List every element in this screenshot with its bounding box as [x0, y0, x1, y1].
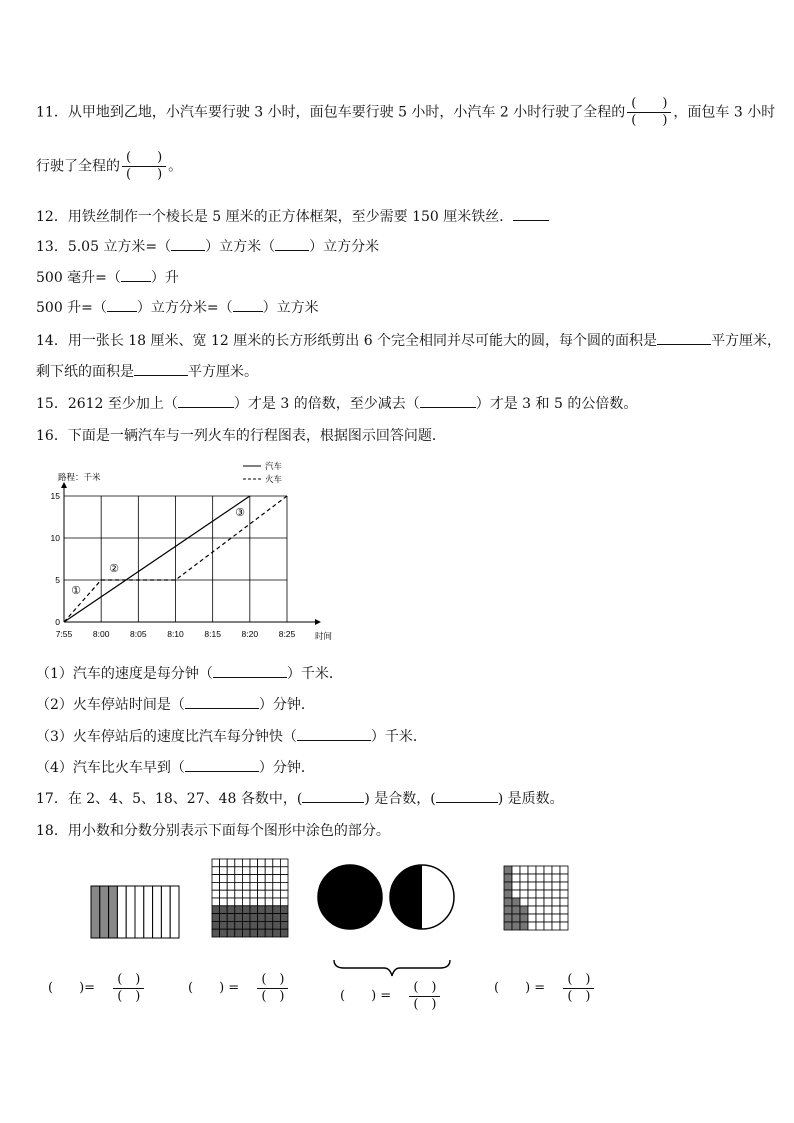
grid-cell — [528, 882, 536, 890]
grid-cell — [212, 914, 220, 922]
q12-answer-blank[interactable] — [513, 220, 549, 221]
grid-cell — [258, 906, 266, 914]
grid-cell — [220, 906, 228, 914]
grid-cell — [265, 882, 273, 890]
q16-sub-4: （4）汽车比火车早到（ ）分钟． — [36, 760, 315, 776]
grid-cell — [512, 882, 520, 890]
grid-cell — [560, 922, 568, 930]
grid-cell — [273, 882, 281, 890]
strip — [109, 886, 118, 938]
q14-line2: 剩下纸的面积是 平方厘米。 — [36, 364, 258, 380]
x-tick-label: 8:00 — [92, 629, 110, 639]
grid-cell — [520, 882, 528, 890]
grid-cell — [280, 914, 288, 922]
q13-blank-5[interactable] — [233, 311, 263, 312]
grid-cell — [552, 914, 560, 922]
grid-cell — [544, 922, 552, 930]
grid-cell — [273, 914, 281, 922]
q17-blank-2[interactable] — [436, 802, 498, 803]
grid-cell — [512, 914, 520, 922]
x-tick-label: 8:20 — [241, 629, 259, 639]
grid-cell — [212, 890, 220, 898]
q16-blank-2[interactable] — [185, 708, 259, 709]
grid-cell — [280, 867, 288, 875]
grid-cell — [544, 882, 552, 890]
grid-cell — [250, 914, 258, 922]
grid-cell — [250, 921, 258, 929]
grid-cell — [265, 921, 273, 929]
q14-line1: 14．用一张长 18 厘米、宽 12 厘米的长方形纸剪出 6 个完全相同并尽可能大的圆，每个圆的面积是 平方厘米， — [36, 333, 782, 349]
grid-cell — [552, 890, 560, 898]
grid-cell — [258, 882, 266, 890]
grid-cell — [227, 929, 235, 937]
q18-answer-2: ( ) = $\frac{( )}{( )}$ — [188, 972, 290, 1005]
grid-cell — [520, 874, 528, 882]
grid-cell — [212, 875, 220, 883]
grid-cell — [212, 859, 220, 867]
grid-cell — [504, 898, 512, 906]
grid-cell — [250, 882, 258, 890]
grid-cell — [220, 929, 228, 937]
grid-cell — [242, 898, 250, 906]
grid-cell — [227, 859, 235, 867]
x-tick-label: 8:05 — [130, 629, 147, 639]
grid-cell — [242, 914, 250, 922]
chart-axes — [61, 482, 321, 625]
y-tick-label: 15 — [50, 491, 60, 501]
grid-cell — [235, 906, 243, 914]
grid-cell — [265, 929, 273, 937]
grid-cell — [220, 914, 228, 922]
q11-line2: 行驶了全程的 $\frac{( )}{( )}$ 。 — [36, 150, 183, 182]
q18-answer-4: ( ) = $\frac{( )}{( )}$ — [494, 972, 596, 1005]
grid-cell — [265, 867, 273, 875]
figure-grid-100 — [212, 859, 288, 937]
annotation-label: ② — [109, 563, 119, 575]
q17-blank-1[interactable] — [302, 802, 364, 803]
grid-cell — [235, 859, 243, 867]
grid-cell — [512, 906, 520, 914]
q11-fraction-1: $\frac{( )}{( )}$ — [627, 96, 671, 129]
grid-cell — [520, 922, 528, 930]
grid-cell — [235, 914, 243, 922]
grid-cell — [273, 898, 281, 906]
strip — [144, 886, 153, 938]
grid-cell — [552, 882, 560, 890]
grid-cell — [280, 929, 288, 937]
grid-cell — [528, 890, 536, 898]
grid-cell — [520, 906, 528, 914]
grid-cell — [504, 914, 512, 922]
grid-cell — [250, 875, 258, 883]
legend-label: 火车 — [265, 474, 283, 484]
q16-intro: 16．下面是一辆汽车与一列火车的行程图表，根据图示回答问题． — [36, 428, 446, 444]
grid-cell — [280, 921, 288, 929]
x-tick-label: 8:10 — [167, 629, 184, 639]
grid-cell — [265, 875, 273, 883]
grid-cell — [273, 921, 281, 929]
grid-cell — [212, 882, 220, 890]
q13-line2: 500 毫升=（ ）升 — [36, 270, 179, 286]
grid-cell — [212, 867, 220, 875]
q16-blank-3[interactable] — [297, 740, 371, 741]
grid-cell — [235, 890, 243, 898]
q11-text: 11．从甲地到乙地，小汽车要行驶 3 小时，面包车要行驶 5 小时，小汽车 2 小时行驶了全程的 — [36, 104, 626, 121]
q15-line: 15．2612 至少加上（ ）才是 3 的倍数，至少减去（ ）才是 3 和 5 的公倍数。 — [36, 396, 638, 412]
grid-cell — [265, 906, 273, 914]
q16-chart — [44, 456, 344, 646]
q12-line: 12．用铁丝制作一个棱长是 5 厘米的正方体框架，至少需要 150 厘米铁丝． — [36, 207, 549, 227]
grid-cell — [280, 890, 288, 898]
grid-cell — [242, 859, 250, 867]
grid-cell — [235, 921, 243, 929]
grid-cell — [536, 898, 544, 906]
grid-cell — [227, 921, 235, 929]
strip — [153, 886, 162, 938]
y-tick-label: 5 — [55, 575, 60, 585]
grid-cell — [258, 929, 266, 937]
figure-grid-64 — [504, 866, 568, 930]
grid-cell — [258, 875, 266, 883]
grid-cell — [250, 890, 258, 898]
grid-cell — [552, 898, 560, 906]
grid-cell — [250, 867, 258, 875]
grid-cell — [265, 859, 273, 867]
q17-line: 17．在 2、4、5、18、27、48 各数中，( ) 是合数，( ) 是质数。 — [36, 791, 564, 807]
strip — [135, 886, 144, 938]
grid-cell — [504, 906, 512, 914]
grid-cell — [273, 890, 281, 898]
grid-cell — [250, 898, 258, 906]
grid-cell — [227, 867, 235, 875]
strip — [100, 886, 109, 938]
grid-cell — [258, 898, 266, 906]
annotation-label: ① — [71, 585, 81, 597]
grid-cell — [212, 929, 220, 937]
grid-cell — [258, 921, 266, 929]
strip — [170, 886, 179, 938]
grid-cell — [536, 866, 544, 874]
q14-blank-2[interactable] — [134, 375, 188, 376]
x-axis-label: 时间 — [315, 631, 333, 641]
grid-cell — [220, 875, 228, 883]
grid-cell — [552, 866, 560, 874]
chart-text — [51, 461, 332, 641]
chart-grid — [64, 496, 287, 622]
grid-cell — [560, 914, 568, 922]
grid-cell — [280, 882, 288, 890]
q13-blank-2[interactable] — [275, 250, 309, 251]
grid-cell — [504, 874, 512, 882]
grid-cell — [220, 867, 228, 875]
y-axis-arrow-icon — [61, 482, 67, 488]
q18-figures — [0, 856, 794, 946]
grid-cell — [212, 898, 220, 906]
grid-cell — [560, 866, 568, 874]
grid-cell — [528, 922, 536, 930]
grid-cell — [227, 914, 235, 922]
grid-cell — [235, 898, 243, 906]
q16-sub-3: （3）火车停站后的速度比汽车每分钟快（ ）千米． — [36, 729, 427, 745]
q11-line1: 11．从甲地到乙地，小汽车要行驶 3 小时，面包车要行驶 5 小时，小汽车 2 小时行驶了全程的 $\frac{( )}{( )}$ ，面包车 3 小时 — [36, 96, 776, 128]
grid-cell — [512, 922, 520, 930]
grid-cell — [520, 890, 528, 898]
grid-cell — [560, 882, 568, 890]
grid-cell — [242, 875, 250, 883]
grid-cell — [280, 859, 288, 867]
grid-cell — [560, 898, 568, 906]
grid-cell — [273, 929, 281, 937]
grid-cell — [528, 866, 536, 874]
full-circle — [318, 865, 382, 929]
q16-sub-2: （2）火车停站时间是（ ）分钟． — [36, 697, 315, 713]
grid-cell — [504, 922, 512, 930]
series-line-1 — [64, 496, 250, 622]
grid-cell — [280, 906, 288, 914]
grid-cell — [560, 890, 568, 898]
strip — [161, 886, 170, 938]
q15-blank-1[interactable] — [178, 407, 234, 408]
grid-cell — [536, 906, 544, 914]
grid-cell — [250, 859, 258, 867]
grid-cell — [528, 874, 536, 882]
grid-cell — [536, 890, 544, 898]
grid-cell — [220, 859, 228, 867]
grid-cell — [227, 906, 235, 914]
grid-cell — [544, 898, 552, 906]
strip — [126, 886, 135, 938]
grid-cell — [220, 890, 228, 898]
q18-answer-1: ( )= $\frac{( )}{( )}$ — [48, 972, 146, 1005]
figure-circles — [318, 865, 454, 929]
grid-cell — [528, 906, 536, 914]
grid-cell — [235, 867, 243, 875]
figure-strips-3-of-10 — [91, 886, 179, 938]
grid-cell — [504, 890, 512, 898]
q16-blank-4[interactable] — [185, 771, 259, 772]
grid-cell — [552, 874, 560, 882]
grid-cell — [504, 882, 512, 890]
grid-cell — [212, 921, 220, 929]
grid-cell — [520, 914, 528, 922]
q11-fraction-2: $\frac{( )}{( )}$ — [122, 150, 166, 183]
strip — [91, 886, 100, 938]
q16-sub-1: （1）汽车的速度是每分钟（ ）千米． — [36, 666, 343, 682]
grid-cell — [544, 906, 552, 914]
grid-cell — [227, 898, 235, 906]
grid-cell — [258, 890, 266, 898]
grid-cell — [560, 906, 568, 914]
grid-cell — [258, 867, 266, 875]
grid-cell — [273, 867, 281, 875]
q13-line3: 500 升=（ ）立方分米=（ ）立方米 — [36, 300, 319, 316]
grid-cell — [520, 898, 528, 906]
annotation-label: ③ — [235, 507, 245, 519]
y-axis-label: 路程：千米 — [58, 472, 101, 482]
y-tick-label: 10 — [50, 533, 60, 543]
grid-cell — [227, 875, 235, 883]
x-axis-arrow-icon — [315, 619, 321, 625]
half-circle-shaded — [390, 865, 422, 929]
grid-cell — [227, 890, 235, 898]
grid-cell — [227, 882, 235, 890]
grid-cell — [512, 874, 520, 882]
grid-cell — [544, 874, 552, 882]
grid-cell — [265, 914, 273, 922]
grid-cell — [560, 874, 568, 882]
q14-blank-1[interactable] — [657, 344, 711, 345]
grid-cell — [512, 866, 520, 874]
grid-cell — [242, 867, 250, 875]
grid-cell — [220, 921, 228, 929]
grid-cell — [528, 914, 536, 922]
grid-cell — [273, 906, 281, 914]
grid-cell — [273, 875, 281, 883]
grid-cell — [520, 866, 528, 874]
grid-cell — [235, 929, 243, 937]
grid-cell — [242, 882, 250, 890]
grid-cell — [242, 921, 250, 929]
q15-blank-2[interactable] — [420, 407, 476, 408]
grid-cell — [235, 875, 243, 883]
grid-cell — [552, 906, 560, 914]
strip — [117, 886, 126, 938]
grid-cell — [512, 890, 520, 898]
grid-cell — [242, 890, 250, 898]
grid-cell — [536, 922, 544, 930]
grid-cell — [242, 929, 250, 937]
q13-line1: 13．5.05 立方米=（ ）立方米（ ）立方分米 — [36, 239, 380, 255]
q13-blank-1[interactable] — [171, 250, 205, 251]
q16-blank-1[interactable] — [213, 677, 287, 678]
brace-icon — [332, 958, 452, 978]
grid-cell — [242, 906, 250, 914]
grid-cell — [544, 866, 552, 874]
y-tick-label: 0 — [55, 617, 60, 627]
grid-cell — [273, 859, 281, 867]
grid-cell — [220, 882, 228, 890]
q18-intro: 18．用小数和分数分别表示下面每个图形中涂色的部分。 — [36, 823, 390, 839]
grid-cell — [544, 890, 552, 898]
grid-cell — [552, 922, 560, 930]
grid-cell — [528, 898, 536, 906]
grid-cell — [536, 914, 544, 922]
grid-cell — [212, 906, 220, 914]
x-tick-label: 7:55 — [55, 629, 73, 639]
grid-cell — [512, 898, 520, 906]
grid-cell — [280, 875, 288, 883]
grid-cell — [544, 914, 552, 922]
grid-cell — [250, 929, 258, 937]
q18-answer-3: ( ) = $\frac{( )}{( )}$ — [340, 980, 442, 1013]
grid-cell — [250, 906, 258, 914]
grid-cell — [265, 890, 273, 898]
grid-cell — [220, 898, 228, 906]
grid-cell — [504, 866, 512, 874]
grid-cell — [258, 914, 266, 922]
x-tick-label: 8:25 — [278, 629, 296, 639]
grid-cell — [536, 882, 544, 890]
legend-label: 汽车 — [265, 461, 283, 471]
q13-blank-4[interactable] — [107, 311, 137, 312]
grid-cell — [536, 874, 544, 882]
grid-cell — [258, 859, 266, 867]
q13-blank-3[interactable] — [121, 281, 151, 282]
grid-cell — [280, 898, 288, 906]
grid-cell — [265, 898, 273, 906]
x-tick-label: 8:15 — [204, 629, 221, 639]
grid-cell — [235, 882, 243, 890]
